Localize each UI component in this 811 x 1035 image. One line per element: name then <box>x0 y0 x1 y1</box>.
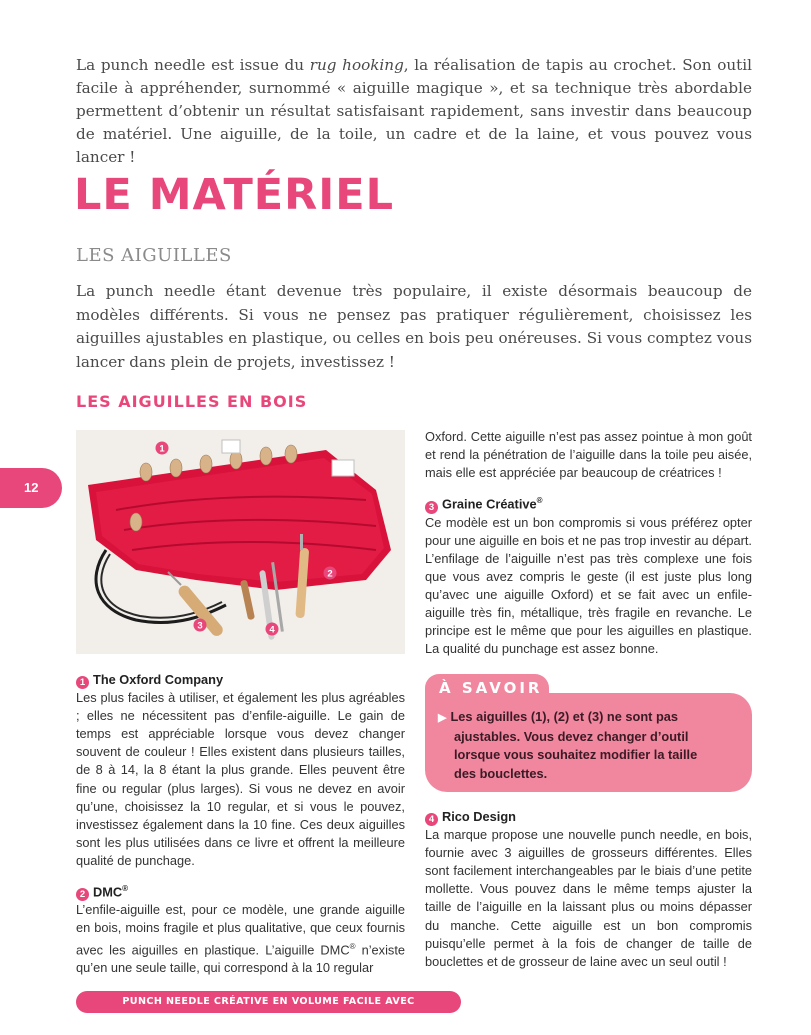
rico-text: La marque propose une nouvelle punch needle, en bois, fournie avec 3 aiguilles de grosseurs différentes. Elles sont facilement interchangeables par le biais d’une petite mollette. Vous pouvez dans le même temps ajuster la taille de l’aiguille en la laissant plus ou moins dépasser du manche. Cette aiguille est un bon compromis puisqu’elle permet à la fois de changer de taille de bouclettes et de grosseur de laine avec un seul outil ! <box>425 827 752 969</box>
page-number-tab <box>0 468 62 508</box>
needles-photo <box>76 430 405 654</box>
intro-paragraph: La punch needle est issue du rug hooking, la réalisation de tapis au crochet. Son outil facile à appréhender, surnommé « aiguille magique », et sa technique très abordable permettent d’obtenir un résultat satisfaisant rapidement, sans investir dans beaucoup de matériel. Une aiguille, de la toile, un cadre et de la laine, et vous pouvez vous lancer ! <box>76 56 752 166</box>
dmc-text-continued: Oxford. Cette aiguille n’est pas assez pointue à mon goût et rend la pénétration de l’aiguille dans la toile peu aisée, mais elle est appréciée par beaucoup de créatrices ! <box>425 429 752 481</box>
photo-marker-4-label: 4 <box>269 624 275 636</box>
needles-photo-illustration <box>76 430 405 654</box>
dmc-title: 2 DMC® <box>76 880 405 901</box>
footer-banner: PUNCH NEEDLE CRÉATIVE EN VOLUME FACILE AVEC CREAPASSIONS.COM <box>76 991 461 1013</box>
number-badge-2: 2 <box>76 888 89 901</box>
photo-marker-1-label: 1 <box>159 443 165 455</box>
needles-paragraph: La punch needle étant devenue très populaire, il existe désormais beaucoup de modèles différents. Si vous ne pensez pas pratiquer régulièrement, choisissez les aiguilles ajustables en plastique, ou celles en bois peu onéreuses. Si vous comptez vous lancer dans plein de projets, investissez ! <box>76 282 752 371</box>
savoir-label: À SAVOIR <box>425 674 549 702</box>
left-column <box>76 671 405 977</box>
savoir-line-2: ajustables. Vous devez changer d’outil <box>454 728 689 744</box>
savoir-line-3: lorsque vous souhaitez modifier la taille <box>454 747 698 762</box>
savoir-text <box>438 708 738 783</box>
graine-text: Ce modèle est un bon compromis si vous préférez opter pour une aiguille en bois et ne pas trop investir au départ. L’enfilage de l’aiguille n’est pas très complexe une fois que vous avez compris le geste (il est juste plus long qu’avec une aiguille Oxford) et se fait avec un enfile-aiguille très fin, métallique, très fragile en revanche. Le principe est le même que pour les aiguilles en plastique. La qualité du punchage est assez bonne. <box>425 514 752 657</box>
photo-marker-3-label: 3 <box>197 620 203 632</box>
right-column-top <box>425 428 752 658</box>
graine-title: 3 Graine Créative® <box>425 492 752 513</box>
chapter-heading: LE MATÉRIEL <box>74 170 395 220</box>
photo-marker-2-label: 2 <box>327 568 333 580</box>
savoir-line-1: ▶ Les aiguilles (1), (2) et (3) ne sont pas <box>438 709 679 724</box>
savoir-line-4: des bouclettes. <box>454 765 548 781</box>
rico-title: 4 Rico Design <box>425 808 752 826</box>
dmc-text: L’enfile-aiguille est, pour ce modèle, une grande aiguille en bois, moins fragile et plus qualitative, que ceux fournis avec les aiguilles en plastique. L’aiguille DMC® n’existe qu’en une seule taille, qui correspond à la 10 regular <box>76 902 405 975</box>
arrow-right-icon: ▶ <box>438 712 447 724</box>
oxford-title: 1 The Oxford Company <box>76 671 405 689</box>
number-badge-3: 3 <box>425 501 438 514</box>
page-number: 12 <box>24 480 39 495</box>
number-badge-4: 4 <box>425 813 438 826</box>
number-badge-1: 1 <box>76 676 89 689</box>
wooden-needles-heading: LES AIGUILLES EN BOIS <box>76 392 308 411</box>
right-column-bottom <box>425 808 752 971</box>
section-subheading: LES AIGUILLES <box>76 245 232 266</box>
oxford-text: Les plus faciles à utiliser, et également les plus agréables ; elles ne nécessitent pas d’enfile-aiguille. Le gain de temps est appréciable lorsque vous devez changer souvent de couleur ! Elles existent dans plusieurs tailles, de 8 à 14, la 8 étant la plus grande. Elles peuvent être fine ou regular (plus larges). Si vous ne devez en avoir qu’une, choisissez la 10 regular, et si vous le pouvez, investissez également dans la 10 fine. Ces deux aiguilles sont les plus utilisées dans ce livre et offrent la meilleure qualité de punchage. <box>76 690 405 868</box>
